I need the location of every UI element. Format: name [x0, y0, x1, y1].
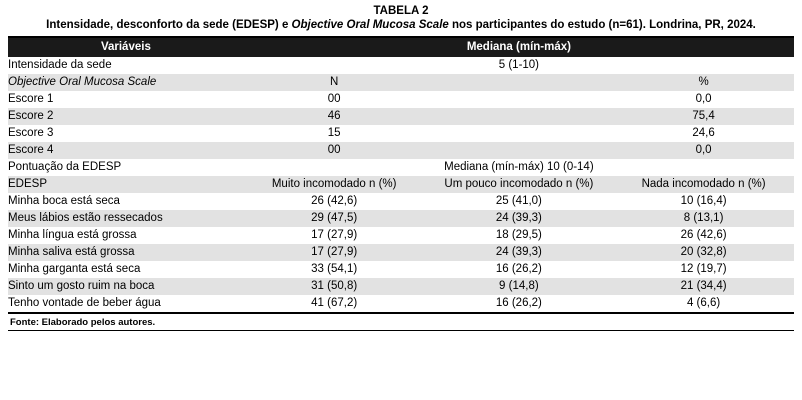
edesp-nada-value: 12 (19,7): [613, 261, 794, 278]
footer-divider: [8, 330, 794, 331]
edesp-muito-value: 17 (27,9): [244, 244, 425, 261]
edesp-header-muito: Muito incomodado n (%): [244, 176, 425, 193]
table-row: [8, 261, 794, 278]
row-label: Pontuação da EDESP: [8, 159, 244, 176]
edesp-item-label: Minha saliva está grossa: [8, 244, 244, 261]
table-row: [8, 57, 794, 74]
edesp-item-label: Minha boca está seca: [8, 193, 244, 210]
table-header-row: [8, 37, 794, 57]
row-label: Escore 3: [8, 125, 244, 142]
edesp-header-label: EDESP: [8, 176, 244, 193]
row-value-spacer: [425, 125, 614, 142]
header-mediana: Mediana (mín-máx): [244, 37, 794, 57]
table-caption: [8, 4, 794, 32]
row-value-pct: 24,6: [613, 125, 794, 142]
table-body-top: [8, 57, 794, 313]
edesp-muito-value: 29 (47,5): [244, 210, 425, 227]
edesp-pouco-value: 24 (39,3): [425, 244, 614, 261]
edesp-pouco-value: 24 (39,3): [425, 210, 614, 227]
edesp-pouco-value: 25 (41,0): [425, 193, 614, 210]
row-value-pct: 0,0: [613, 142, 794, 159]
row-value-n: 15: [244, 125, 425, 142]
table-row: [8, 227, 794, 244]
table-row: [8, 74, 794, 91]
row-value-spacer: [425, 74, 614, 91]
table-row: [8, 108, 794, 125]
edesp-header-row: [8, 176, 794, 193]
caption-text-part1: Intensidade, desconforto da sede (EDESP) e: [46, 19, 292, 31]
table-row: [8, 193, 794, 210]
edesp-muito-value: 41 (67,2): [244, 295, 425, 313]
edesp-muito-value: 17 (27,9): [244, 227, 425, 244]
table-row: [8, 159, 794, 176]
row-label: Escore 2: [8, 108, 244, 125]
row-value-n: 00: [244, 142, 425, 159]
edesp-nada-value: 26 (42,6): [613, 227, 794, 244]
edesp-pouco-value: 18 (29,5): [425, 227, 614, 244]
row-value-n: 46: [244, 108, 425, 125]
row-value-n: N: [244, 74, 425, 91]
table-number: TABELA 2: [373, 5, 429, 17]
caption-text-part2: nos participantes do estudo (n=61). Londrina, PR, 2024.: [448, 19, 756, 31]
table-row: [8, 278, 794, 295]
edesp-item-label: Sinto um gosto ruim na boca: [8, 278, 244, 295]
row-label: Objective Oral Mucosa Scale: [8, 74, 244, 91]
table-row: [8, 244, 794, 261]
edesp-muito-value: 26 (42,6): [244, 193, 425, 210]
row-label: Escore 1: [8, 91, 244, 108]
table-row: [8, 210, 794, 227]
edesp-pouco-value: 9 (14,8): [425, 278, 614, 295]
edesp-item-label: Meus lábios estão ressecados: [8, 210, 244, 227]
row-value-spacer: [425, 142, 614, 159]
row-value-spacer: [425, 108, 614, 125]
row-value-n: 00: [244, 91, 425, 108]
table-row: [8, 91, 794, 108]
table-row: [8, 142, 794, 159]
row-label: Intensidade da sede: [8, 57, 244, 74]
edesp-muito-value: 31 (50,8): [244, 278, 425, 295]
edesp-nada-value: 8 (13,1): [613, 210, 794, 227]
table-row: [8, 125, 794, 142]
row-value-pct: 0,0: [613, 91, 794, 108]
edesp-pouco-value: 16 (26,2): [425, 295, 614, 313]
row-label: Escore 4: [8, 142, 244, 159]
row-value-center: 5 (1-10): [244, 57, 794, 74]
edesp-item-label: Minha garganta está seca: [8, 261, 244, 278]
edesp-pouco-value: 16 (26,2): [425, 261, 614, 278]
row-value-center: Mediana (mín-máx) 10 (0-14): [244, 159, 794, 176]
row-value-pct: %: [613, 74, 794, 91]
edesp-muito-value: 33 (54,1): [244, 261, 425, 278]
caption-text-italic: Objective Oral Mucosa Scale: [291, 19, 449, 31]
edesp-item-label: Tenho vontade de beber água: [8, 295, 244, 313]
edesp-nada-value: 4 (6,6): [613, 295, 794, 313]
edesp-item-label: Minha língua está grossa: [8, 227, 244, 244]
data-table: [8, 36, 794, 314]
header-variaveis: Variáveis: [8, 37, 244, 57]
edesp-nada-value: 21 (34,4): [613, 278, 794, 295]
row-value-spacer: [425, 91, 614, 108]
edesp-nada-value: 10 (16,4): [613, 193, 794, 210]
table-row: [8, 295, 794, 313]
table-source: Fonte: Elaborado pelos autores.: [10, 317, 156, 328]
edesp-nada-value: 20 (32,8): [613, 244, 794, 261]
edesp-header-nada: Nada incomodado n (%): [613, 176, 794, 193]
row-value-pct: 75,4: [613, 108, 794, 125]
edesp-header-pouco: Um pouco incomodado n (%): [425, 176, 614, 193]
table-description: [8, 18, 794, 32]
